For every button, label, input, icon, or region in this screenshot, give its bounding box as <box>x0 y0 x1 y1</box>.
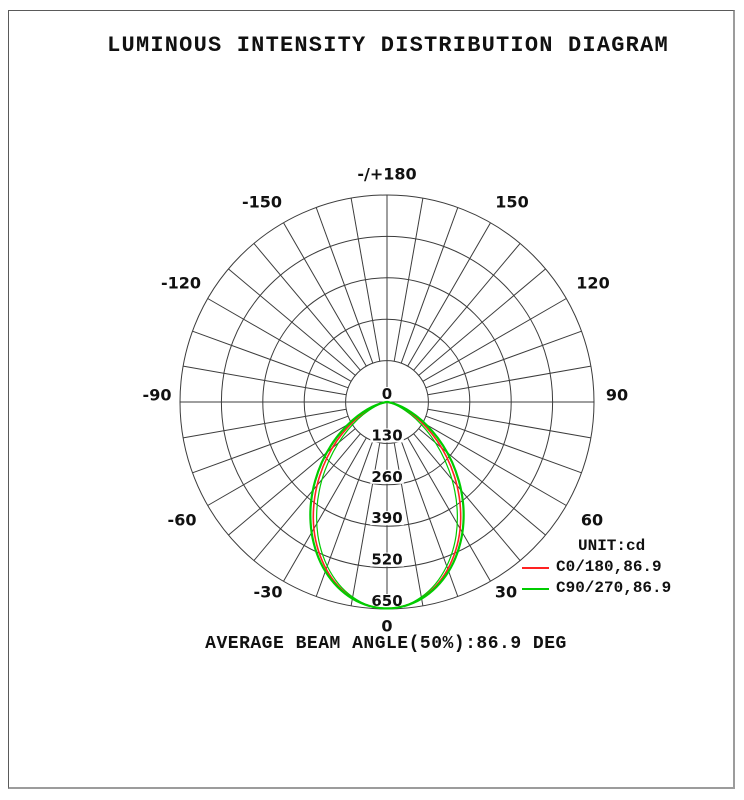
polar-spoke <box>426 331 582 388</box>
polar-spoke <box>183 366 346 395</box>
polar-spoke <box>316 208 373 364</box>
angle-label: 60 <box>580 510 604 530</box>
polar-spoke <box>419 269 546 376</box>
ring-value-label: 130 <box>371 426 403 445</box>
polar-spoke <box>208 423 351 506</box>
polar-spoke <box>414 434 520 561</box>
polar-spoke <box>408 223 491 366</box>
angle-label: 150 <box>495 192 529 212</box>
angle-label: -150 <box>241 192 283 212</box>
legend-entry-c90-270 <box>522 578 692 599</box>
legend-swatch-red-line <box>522 567 549 569</box>
angle-label: -120 <box>160 273 202 293</box>
angle-label: 30 <box>494 582 518 602</box>
page-title: LUMINOUS INTENSITY DISTRIBUTION DIAGRAM <box>107 33 669 58</box>
angle-label: 0 <box>381 616 393 636</box>
legend-swatch-green-line <box>522 588 549 590</box>
polar-spoke <box>423 423 566 506</box>
legend-label-c0-180: C0/180,86.9 <box>556 558 662 576</box>
polar-spoke <box>183 409 346 438</box>
ring-value-label: 650 <box>371 592 403 610</box>
ring-value-label: 390 <box>371 509 403 528</box>
polar-spoke <box>228 269 355 376</box>
ring-value-label: 0 <box>381 385 393 403</box>
angle-label: 90 <box>605 385 629 405</box>
polar-spoke <box>423 299 566 382</box>
angle-label: -90 <box>142 385 172 405</box>
polar-spoke <box>254 243 361 370</box>
polar-spoke <box>401 208 458 364</box>
polar-spoke <box>428 409 591 438</box>
legend <box>522 536 692 599</box>
ring-value-label: 260 <box>371 467 403 486</box>
legend-unit-label: UNIT:cd <box>578 537 646 555</box>
ring-value-label: 520 <box>371 550 403 569</box>
angle-label: -60 <box>167 510 197 530</box>
polar-spoke <box>228 429 355 535</box>
angle-label: -/+180 <box>357 164 417 184</box>
polar-spoke <box>428 366 591 395</box>
polar-spoke <box>193 331 349 388</box>
beam-angle-text: AVERAGE BEAM ANGLE(50%):86.9 DEG <box>205 634 567 654</box>
polar-spoke <box>419 429 546 535</box>
polar-spoke <box>284 223 367 366</box>
polar-spoke <box>414 243 520 370</box>
polar-spoke <box>394 198 423 361</box>
polar-spoke <box>208 299 351 382</box>
legend-label-c90-270: C90/270,86.9 <box>556 579 672 597</box>
angle-label: 120 <box>576 273 610 293</box>
angle-label: -30 <box>253 582 283 602</box>
polar-spoke <box>254 434 361 561</box>
polar-spoke <box>351 198 380 361</box>
legend-entry-c0-180 <box>522 557 692 578</box>
